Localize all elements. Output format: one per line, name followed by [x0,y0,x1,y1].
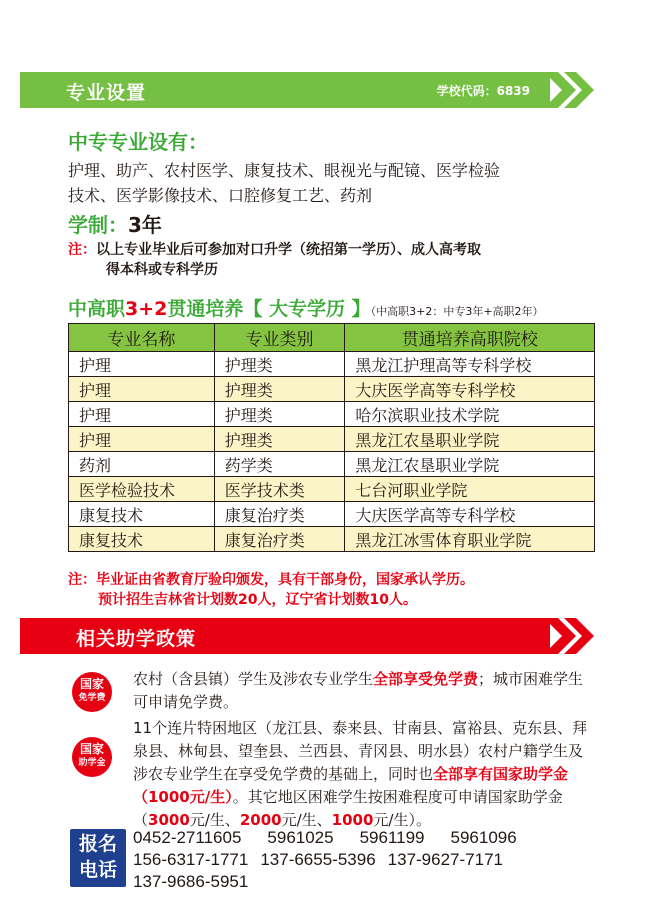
table-cell: 医学检验技术 [69,477,215,502]
table-cell: 康复治疗类 [214,527,345,552]
grant-amount: 1000 [331,811,374,829]
table-cell: 药学类 [214,452,345,477]
table-row [69,427,595,452]
badge-top: 国家 [79,677,104,691]
secondary-heading: 中专专业设有： [68,130,208,154]
column-header: 专业名称 [69,324,215,352]
table-cell: 药剂 [69,452,215,477]
policy-text: 农村（含县镇）学生及涉农专业学生 [133,670,374,688]
table-cell: 护理 [69,402,215,427]
policy-text: ；城市困难学生 [478,670,584,688]
program-table [68,323,595,552]
phone-number: 5961025 [267,828,334,847]
phone-number: 5961199 [359,828,425,847]
table-cell: 护理类 [214,352,345,377]
table-cell: 护理 [69,352,215,377]
grant-amount: 3000 [148,811,190,829]
table-cell: 护理类 [214,402,345,427]
note-label: 注： [68,572,96,588]
table-header-row [69,324,595,352]
majors-line: 护理、助产、农村医学、康复技术、眼视光与配镜、医学检验 [68,161,501,180]
table-cell: 护理 [69,377,215,402]
column-header: 专业类别 [214,324,345,352]
table-cell: 护理类 [214,377,345,402]
registration-phone-label [70,829,126,887]
phone-number: 137-6655-5396 [260,850,376,869]
note-text: 预计招生吉林省计划数20人，辽宁省计划数10人。 [98,592,417,608]
label-line: 电话 [78,859,117,881]
policy-text: 元/生）。 [373,811,431,829]
table-row [69,452,595,477]
note-text: 毕业证由省教育厅验印颁发，具有干部身份，国家承认学历。 [96,572,474,588]
table-cell: 康复治疗类 [214,502,345,527]
badge-bottom: 助学金 [78,758,106,768]
section-banner-majors [20,72,576,108]
section-banner-aid [20,618,576,654]
policy-text: 可申请免学费。 [133,693,239,711]
table-row [69,352,595,377]
table-row [69,402,595,427]
table-cell: 七台河职业学院 [345,477,595,502]
policy-text: （ [133,811,149,829]
table-row [69,477,595,502]
policy1-text [133,668,613,714]
table-cell: 大庆医学高等专科学校 [345,502,595,527]
label-line: 报名 [78,833,117,855]
table-row [69,502,595,527]
grant-badge [72,737,112,777]
secondary-note [68,240,628,280]
phone-number: 137-9627-7171 [387,850,503,869]
note-text: 得本科或专科学历 [106,262,218,278]
table-row [69,527,595,552]
policy-text: 11个连片特困地区（龙江县、泰来县、甘南县、富裕县、克东县、拜 [133,719,588,737]
table-cell: 护理类 [214,427,345,452]
phone-number: 137-9686-5951 [133,872,249,891]
phone-number: 0452-2711605 [133,828,242,847]
table-cell: 医学技术类 [214,477,345,502]
table-cell: 黑龙江冰雪体育职业学院 [345,527,595,552]
table-cell: 黑龙江农垦职业学院 [345,452,595,477]
phone-list [133,827,517,893]
program-heading-c: 贯通培养【 大专学历 】 [167,298,371,320]
badge-top: 国家 [79,742,104,756]
table-row [69,377,595,402]
section-title: 相关助学政策 [76,628,197,650]
policy-text: 。其它地区困难学生按困难程度可申请国家助学金 [232,788,563,806]
phone-number: 5961096 [450,828,517,847]
phone-number: 156-6317-1771 [133,850,249,869]
chevron-right-icon [544,70,596,110]
section-title: 专业设置 [66,82,147,104]
secondary-majors [68,158,500,208]
table-cell: 康复技术 [69,527,215,552]
table-cell: 黑龙江农垦职业学院 [345,427,595,452]
tuition-free-badge [72,672,112,712]
policy-highlight: （1000元/生） [133,788,233,806]
program-heading-a: 中高职 [68,298,126,320]
majors-line: 技术、医学影像技术、口腔修复工艺、药剂 [68,186,373,205]
table-cell: 大庆医学高等专科学校 [345,377,595,402]
table-cell: 护理 [69,427,215,452]
program-note [68,570,474,610]
column-header: 贯通培养高职院校 [345,324,595,352]
program-heading-b: 3+2 [125,298,168,320]
policy-highlight: 全部享受免学费 [373,670,479,688]
policy-text: 泉县、林甸县、望奎县、兰西县、青冈县、明水县）农村户籍学生及 [133,742,584,760]
grant-amount: 2000 [239,811,282,829]
table-cell: 哈尔滨职业技术学院 [345,402,595,427]
policy-text: 元/生、 [189,811,240,829]
policy2-text [133,717,633,832]
chevron-right-icon [544,616,596,656]
school-code: 学校代码：6839 [436,84,530,98]
table-cell: 康复技术 [69,502,215,527]
table-cell: 黑龙江护理高等专科学校 [345,352,595,377]
policy-text: 涉农专业学生在享受免学费的基础上，同时也 [133,765,434,783]
program-heading [68,294,544,321]
policy-text: 元/生、 [281,811,332,829]
note-text: 以上专业毕业后可参加对口升学（统招第一学历）、成人高考取 [96,242,481,258]
policy-highlight: 全部享有国家助学金 [433,765,569,783]
duration [68,209,162,238]
note-label: 注： [68,242,96,258]
badge-bottom: 免学费 [78,693,106,703]
duration-value: 3年 [128,213,162,237]
program-heading-note: （中高职3+2：中专3年+高职2年） [370,305,544,318]
duration-label: 学制： [68,213,128,237]
